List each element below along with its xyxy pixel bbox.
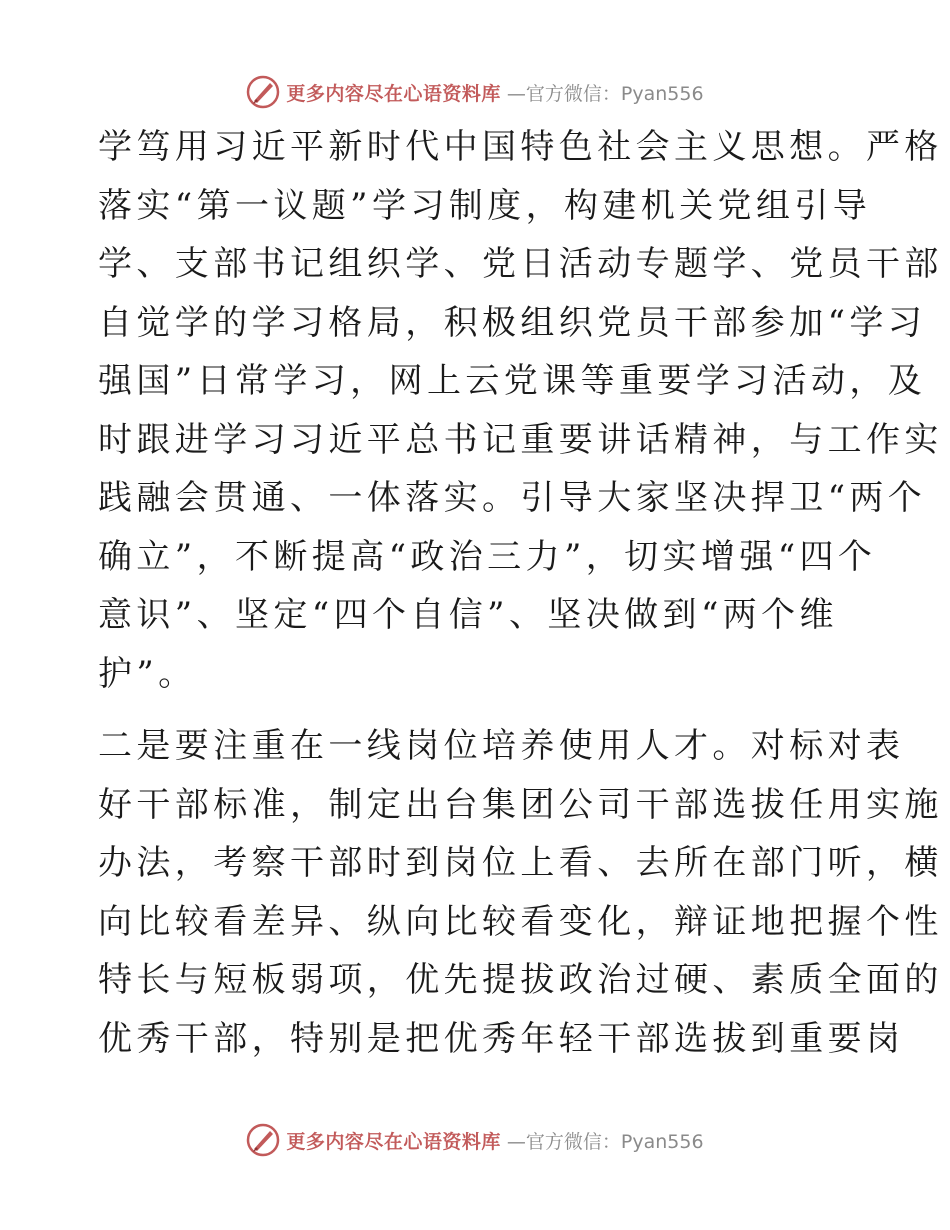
- text-line: 学笃用习近平新时代中国特色社会主义思想。严格: [98, 127, 943, 167]
- text-line: 践融会贯通、一体落实。引导大家坚决捍卫“两个: [98, 478, 927, 518]
- header-banner: [0, 72, 950, 112]
- text-line: 好干部标准，制定出台集团公司干部选拔任用实施: [98, 784, 943, 825]
- banner-title: 更多内容尽在心语资料库: [286, 82, 501, 105]
- text-line: 时跟进学习习近平总书记重要讲话精神，与工作实: [98, 419, 943, 460]
- text-line: 向比较看差异、纵向比较看变化，辩证地把握个性: [98, 901, 943, 942]
- text-line: 强国”日常学习，网上云党课等重要学习活动，及: [98, 361, 927, 401]
- paragraph-1: [98, 118, 943, 703]
- text-line: 自觉学的学习格局，积极组织党员干部参加“学习: [98, 302, 927, 343]
- banner-wechat: —官方微信：Pyan556: [506, 1130, 704, 1153]
- quill-logo-icon: [246, 75, 280, 109]
- text-line: 二是要注重在一线岗位培养使用人才。对标对表: [98, 726, 905, 766]
- paragraph-gap: [98, 703, 858, 717]
- text-line: 学、支部书记组织学、党日活动专题学、党员干部: [98, 244, 943, 284]
- paragraph-2: [98, 717, 943, 1068]
- quill-logo-icon: [246, 1123, 280, 1157]
- text-line: 特长与短板弱项，优先提拔政治过硬、素质全面的: [98, 960, 943, 1000]
- document-body: [98, 118, 943, 1068]
- footer-banner: [0, 1120, 950, 1160]
- text-line: 落实“第一议题”学习制度，构建机关党组引导: [98, 185, 872, 226]
- text-line: 优秀干部，特别是把优秀年轻干部选拔到重要岗: [98, 1018, 905, 1059]
- text-line: 办法，考察干部时到岗位上看、去所在部门听，横: [98, 843, 943, 883]
- banner-wechat: —官方微信：Pyan556: [506, 82, 704, 105]
- text-line: 确立”，不断提高“政治三力”，切实增强“四个: [98, 536, 877, 577]
- banner-title: 更多内容尽在心语资料库: [286, 1130, 501, 1153]
- text-line: 护”。: [98, 653, 197, 694]
- text-line: 意识”、坚定“四个自信”、坚决做到“两个维: [98, 595, 838, 635]
